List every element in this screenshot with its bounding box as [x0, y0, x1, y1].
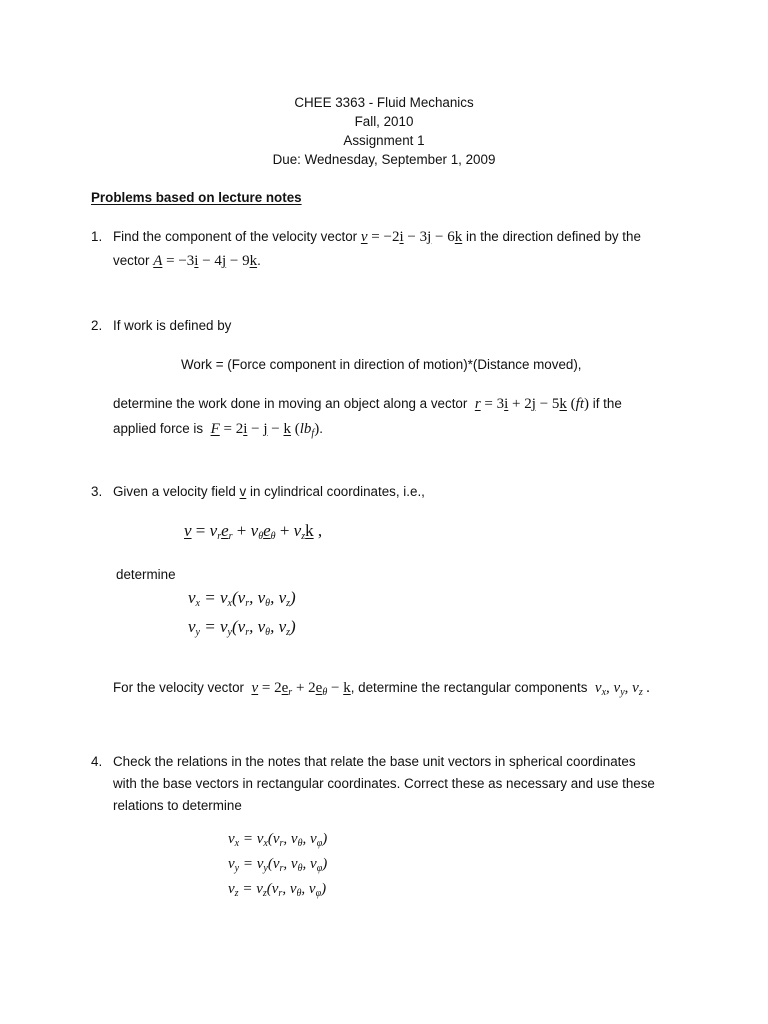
- problem-3-intro-b: in cylindrical coordinates, i.e.,: [249, 484, 425, 499]
- problem-3-intro: [113, 484, 425, 499]
- problem-3-text-a: For the velocity vector: [113, 680, 244, 695]
- problem-4-line-1: Check the relations in the notes that relate the base unit vectors in spherical coordinates: [113, 754, 636, 769]
- problem-4-number: 4.: [91, 754, 103, 769]
- problem-3-intro-a: Given a velocity field: [113, 484, 236, 499]
- spherical-vx-equation: $v_x = v_x(v_r$, $v_\theta$, $v_\varphi$): [228, 831, 328, 849]
- problem-1-line-1: [113, 229, 641, 246]
- problem-2-number: 2.: [91, 318, 103, 333]
- problem-2-line-1: [113, 396, 622, 413]
- problem-2-text-c: applied force is: [113, 421, 204, 436]
- velocity-vector-equation: v = −2i − 3j − 6k: [360, 229, 463, 245]
- specific-velocity-equation: $v = 2e_r + 2e_\theta - k$: [251, 680, 351, 698]
- problem-3-text-b: , determine the rectangular components: [350, 680, 588, 695]
- course-title: CHEE 3363 - Fluid Mechanics: [294, 95, 474, 110]
- problem-3-line-2: [113, 680, 650, 697]
- rectangular-components: $v_x$, $v_y$, $v_z$ .: [591, 680, 651, 698]
- period: .: [257, 253, 261, 268]
- problem-2-intro: If work is defined by: [113, 318, 232, 333]
- assignment-title: Assignment 1: [343, 133, 425, 148]
- cylindrical-velocity-equation: $v = v_re_r + v_\theta e_\theta + v_zk$ ,: [184, 521, 323, 542]
- period: .: [319, 421, 323, 436]
- problem-2-text-a: determine the work done in moving an object along a vector: [113, 396, 468, 411]
- due-date: Due: Wednesday, September 1, 2009: [272, 152, 496, 167]
- section-title: Problems based on lecture notes: [91, 190, 302, 205]
- position-vector-equation: r = 3i + 2j − 5k (ft): [474, 396, 589, 412]
- problem-1-line-2: [113, 253, 261, 270]
- problem-3-number: 3.: [91, 484, 103, 499]
- determine-label: determine: [116, 567, 176, 582]
- problem-1-number: 1.: [91, 229, 103, 244]
- problem-1-text-c: vector: [113, 253, 150, 268]
- spherical-vz-equation: $v_z = v_z(v_r$, $v_\theta$, $v_\varphi$): [228, 881, 327, 899]
- problem-2-text-b: if the: [592, 396, 622, 411]
- spherical-vy-equation: $v_y = v_y(v_r$, $v_\theta$, $v_\varphi$): [228, 856, 328, 874]
- problem-4-line-2: with the base vectors in rectangular coordinates. Correct these as necessary and use these: [113, 776, 655, 791]
- work-definition: Work = (Force component in direction of motion)*(Distance moved),: [181, 357, 582, 372]
- problem-4-line-3: relations to determine: [113, 798, 242, 813]
- term: Fall, 2010: [354, 114, 414, 129]
- force-vector-equation: F = 2i − j − k $(lb_f)$: [210, 421, 320, 439]
- vx-equation: $v_x = v_x(v_r$, $v_\theta$, $v_z$): [188, 588, 296, 609]
- problem-2-line-2: [113, 421, 323, 438]
- direction-vector-equation: A = −3i − 4j − 9k: [153, 253, 258, 269]
- problem-1-text-b: in the direction defined by the: [465, 229, 641, 244]
- velocity-field-var: v: [239, 484, 247, 499]
- vy-equation: $v_y = v_y(v_r$, $v_\theta$, $v_z$): [188, 617, 296, 638]
- problem-1-text-a: Find the component of the velocity vector: [113, 229, 358, 244]
